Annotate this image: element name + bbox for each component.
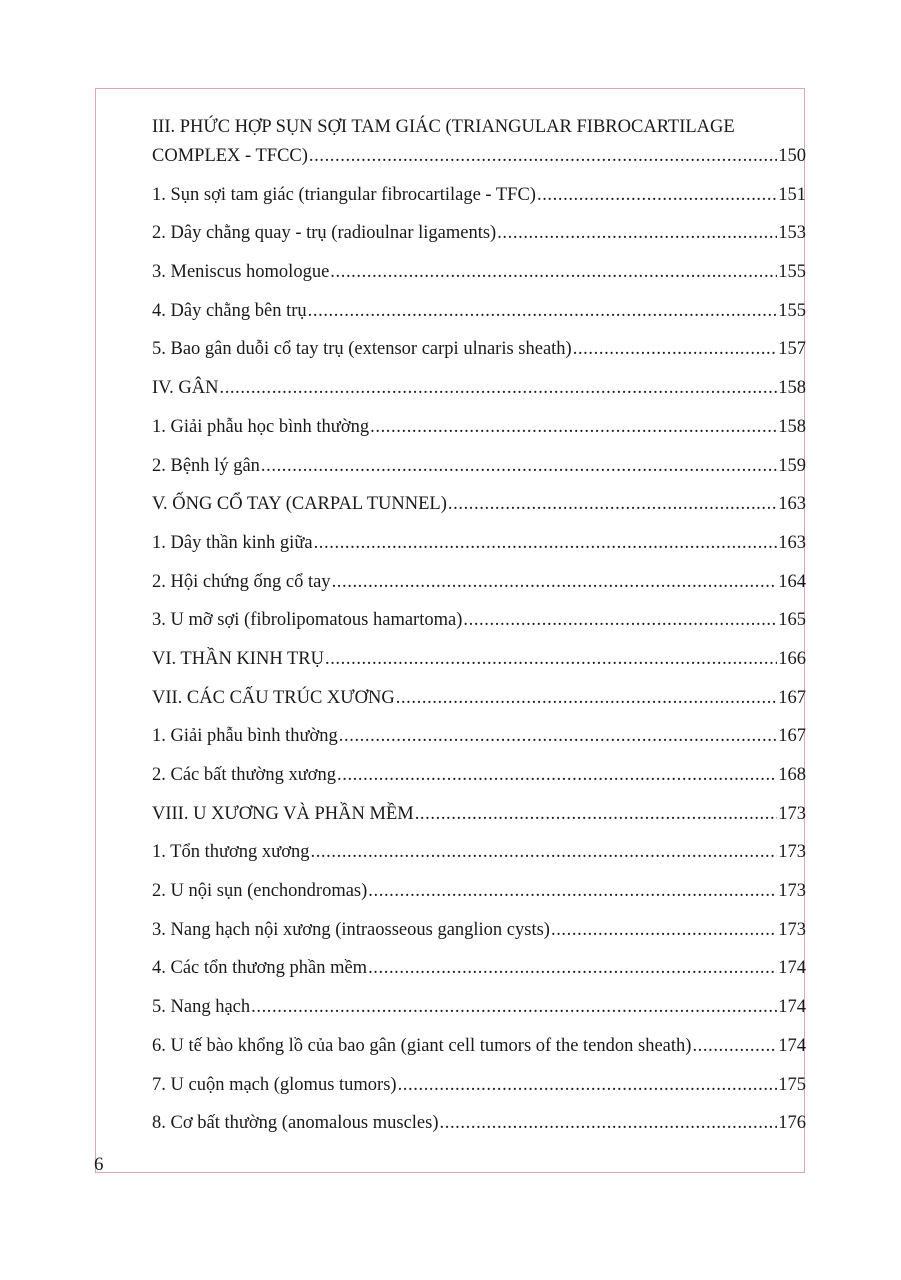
toc-entry[interactable] [152,413,806,442]
toc-entry-page: 155 [778,300,806,321]
dot-leader [370,413,777,442]
dot-leader [330,258,777,287]
dot-leader [251,993,777,1022]
dot-leader [368,954,777,983]
toc-entry-page: 159 [778,455,806,476]
dot-leader [339,722,777,751]
dot-leader [308,297,778,326]
toc-entry[interactable] [152,722,806,751]
toc-entry-title: 3. U mỡ sợi (fibrolipomatous hamartoma) [152,610,463,631]
toc-entry-page: 174 [778,958,806,979]
toc-entry[interactable] [152,1071,806,1100]
toc-entry[interactable] [152,297,806,326]
toc-entry-title: 1. Giải phẫu học bình thường [152,416,370,437]
toc-entry-page: 176 [778,1113,806,1134]
toc-entry-page: 175 [778,1074,806,1095]
toc-entry-title: 1. Dây thần kinh giữa [152,532,313,553]
page-number: 6 [94,1154,104,1175]
toc-entry[interactable] [152,800,806,829]
toc-entry-page: 174 [778,997,806,1018]
toc-entry-title: VIII. U XƯƠNG VÀ PHẦN MỀM [152,803,414,824]
dot-leader [314,529,778,558]
dot-leader [398,1071,778,1100]
toc-entry-title: IV. GÂN [152,378,219,399]
toc-entry-page: 174 [778,1035,806,1056]
toc-entry-title: 1. Giải phẫu bình thường [152,726,338,747]
toc-entry[interactable] [152,606,806,635]
toc-entry[interactable] [152,490,806,519]
toc-entry-title: 2. Các bất thường xương [152,765,336,785]
toc-entry[interactable] [152,258,806,287]
toc-entry-page: 158 [778,416,806,437]
dot-leader [396,684,778,713]
toc-entry-page: 173 [778,842,806,863]
toc-entry-page: 153 [778,223,806,244]
toc-entry-title: 2. Bệnh lý gân [152,455,260,476]
toc-entry-title: 1. Tổn thương xương [152,842,310,863]
toc-entry[interactable] [152,993,806,1022]
toc-entry-page: 173 [778,803,806,824]
toc-entry[interactable] [152,529,806,558]
toc-entry-page: 165 [778,610,806,631]
toc-entry[interactable] [152,181,806,210]
toc-entry[interactable] [152,1109,806,1138]
toc-entry-title: 8. Cơ bất thường (anomalous muscles) [152,1113,439,1134]
toc-entry-page: 151 [778,184,806,205]
toc-entry-title: V. ỐNG CỔ TAY (CARPAL TUNNEL) [152,494,447,515]
toc-entry-page: 166 [778,648,806,669]
toc-entry[interactable] [152,877,806,906]
dot-leader [309,142,777,171]
dot-leader [440,1109,778,1138]
toc-entry[interactable] [152,452,806,481]
dot-leader [310,838,777,867]
dot-leader [337,761,777,790]
dot-leader [368,877,777,906]
toc-entry-page: 164 [778,571,806,592]
toc-entry-page: 168 [778,765,806,785]
toc-entry-title-line1: III. PHỨC HỢP SỤN SỢI TAM GIÁC (TRIANGULAR FIBROCARTILAGE [152,117,735,137]
toc-entry-title: VII. CÁC CẤU TRÚC XƯƠNG [152,687,395,708]
dot-leader [219,374,777,403]
toc-entry-title: 5. Nang hạch [152,997,251,1018]
toc-entry[interactable] [152,1032,806,1061]
toc-entry-tfcc[interactable] [152,113,806,171]
dot-leader [537,181,777,210]
toc-entry-title: 7. U cuộn mạch (glomus tumors) [152,1074,397,1095]
toc-entry-title-line2: COMPLEX - TFCC) [152,146,308,166]
toc-entry[interactable] [152,954,806,983]
toc-entry[interactable] [152,335,806,364]
toc-entry-page: 150 [778,146,806,166]
toc-entry[interactable] [152,916,806,945]
toc-entry-title: 6. U tế bào khổng lồ của bao gân (giant cell tumors of the tendon sheath) [152,1035,692,1056]
dot-leader [573,335,778,364]
toc-entry-page: 167 [778,687,806,708]
dot-leader [415,800,778,829]
dot-leader [692,1032,777,1061]
toc-entry[interactable] [152,838,806,867]
dot-leader [463,606,777,635]
toc-entry-title: 2. Dây chằng quay - trụ (radioulnar ligaments) [152,223,497,244]
dot-leader [261,452,777,481]
toc-entry-title: 3. Meniscus homologue [152,262,330,283]
toc-entry-page: 158 [778,378,806,399]
toc-entry-title: 4. Các tổn thương phần mềm [152,958,368,979]
toc-entry-page: 173 [778,919,806,940]
dot-leader [332,568,778,597]
toc-entry-page: 173 [778,881,806,902]
dot-leader [497,219,777,248]
toc-entry-page: 157 [778,339,806,360]
toc-entry-title: 2. Hội chứng ống cổ tay [152,571,331,592]
toc-entry-page: 155 [778,262,806,283]
toc-entry-list [152,181,806,1139]
toc-entry[interactable] [152,219,806,248]
toc-entry-title: 4. Dây chằng bên trụ [152,300,307,321]
toc-entry-page: 167 [778,726,806,747]
toc-entry[interactable] [152,568,806,597]
toc-entry-page: 163 [778,532,806,553]
toc-entry-title: VI. THẦN KINH TRỤ [152,648,324,669]
toc-entry-title: 3. Nang hạch nội xương (intraosseous ganglion cysts) [152,919,550,940]
toc-entry-title: 1. Sụn sợi tam giác (triangular fibrocartilage - TFC) [152,184,536,205]
dot-leader [551,916,777,945]
toc-entry[interactable] [152,374,806,403]
toc-entry-title: 2. U nội sụn (enchondromas) [152,881,368,902]
toc-entry-page: 163 [778,494,806,515]
toc-entry[interactable] [152,684,806,713]
toc-entry-title: 5. Bao gân duỗi cổ tay trụ (extensor carpi ulnaris sheath) [152,339,572,360]
dot-leader [448,490,777,519]
table-of-contents [152,113,806,1148]
toc-entry[interactable] [152,761,806,790]
dot-leader [325,645,777,674]
toc-entry[interactable] [152,645,806,674]
